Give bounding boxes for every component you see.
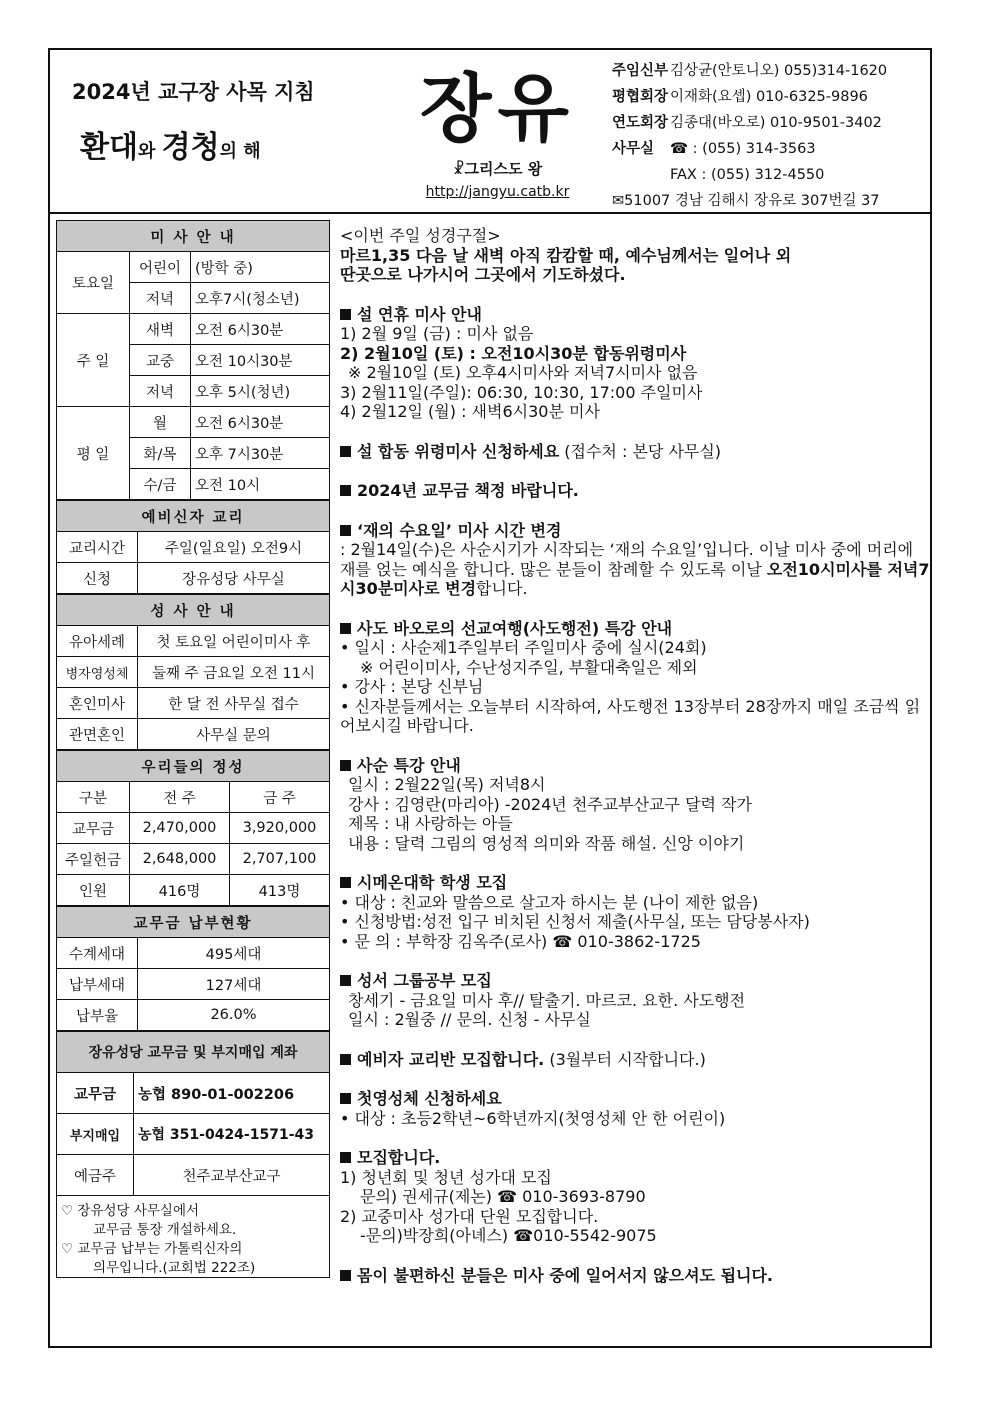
section-title: ‘재의 수요일’ 미사 시간 변경 xyxy=(340,521,930,541)
verse-title: <이번 주일 성경구절> xyxy=(340,226,501,245)
section-text: : 2월14일(수)은 사순시기가 시작되는 ‘재의 수요일’입니다. 이날 미사 중에 머리에 재를 얹는 예식을 합니다. 많은 분들이 참례할 수 있도록 이날 오전10시미사를 저녁7시30분미사로 변경합니다. xyxy=(340,540,930,598)
bulletin-page xyxy=(48,48,932,1348)
section-title: 모집합니다. xyxy=(340,1148,930,1168)
section-title: 몸이 불편하신 분들은 미사 중에 일어서지 않으셔도 됩니다. xyxy=(340,1266,930,1286)
verse-line: 마르1,35 다음 날 새벽 아직 캄캄할 때, 예수님께서는 일어나 외 xyxy=(340,245,792,265)
motto-year: 의 해 xyxy=(219,141,261,162)
year-guideline: 2024년 교구장 사목 지침 xyxy=(72,80,315,104)
square-bullet-icon xyxy=(340,877,351,888)
mass-heading: 미 사 안 내 xyxy=(57,221,330,252)
diocese-motto-box xyxy=(50,50,380,212)
offering-table: 우리들의 정성 구분 전 주 금 주 교무금 2,470,000 3,920,000 주일헌금 2,648,000 2,707,100 인원 416명 413명 xyxy=(56,750,330,906)
square-bullet-icon xyxy=(340,1270,351,1281)
section-title: 시메온대학 학생 모집 xyxy=(340,873,930,893)
contact-row: 주임신부 김상균(안토니오) 055)314-1620 xyxy=(612,63,888,79)
mass-schedule-table: 미 사 안 내 토요일 어린이 (방학 중) 저녁 오후7시(청소년) 주 일 새벽 오전 6시30분 교중 오전 10시30분 저녁 오후 5시(청년) 평 일 월 오전 6시30분 화/목 오후 7시30분 수/금 오전 10시 xyxy=(56,220,330,500)
square-bullet-icon xyxy=(340,446,351,457)
sacrament-table: 성 사 안 내 유아세례 첫 토요일 어린이미사 후 병자영성체 둘째 주 금요일 오전 11시 혼인미사 한 달 전 사무실 접수 관면혼인 사무실 문의 xyxy=(56,594,330,750)
verse-line: 딴곳으로 나가시어 그곳에서 기도하셨다. xyxy=(340,265,626,284)
bulletin-header xyxy=(50,50,930,214)
parish-title: 장유 xyxy=(420,66,575,152)
square-bullet-icon xyxy=(340,1054,351,1065)
section-title: 첫영성체 신청하세요 xyxy=(340,1089,930,1109)
account-note: ♡ 장유성당 사무실에서 교무금 통장 개설하세요. ♡ 교무금 납부는 가톨릭신자의 의무입니다.(교회법 222조) xyxy=(56,1196,330,1278)
section-title: 사순 특강 안내 xyxy=(340,756,930,776)
parish-url-link[interactable]: http://jangyu.catb.kr xyxy=(425,184,570,200)
contact-row: FAX : (055) 312-4550 xyxy=(670,167,825,183)
announcements: <이번 주일 성경구절> 마르1,35 다음 날 새벽 아직 캄캄할 때, 예수님께서는 일어나 외 딴곳으로 나가시어 그곳에서 기도하셨다. 설 연휴 미사 안내 1) 2월 9일 (금) : 미사 없음 2) 2월10일 (토) : 오전10시30분 합동위령미사 ※ 2월10일 (토) 오후4시미사와 저녁7시미사 없음 3) 2월11일(주일): 06:30, 10:30, 17:00 주일미사 4) 2월12일 (월) : 새벽6시30분 미사 설 합동 위령미사 신청하세요 (접수처 : 본당 사무실) 2024년 교무금 책정 바랍니다. ‘재의 수요일’ 미사 시간 변경 : 2월14일(수)은 사순시기가 시작되는 ‘재의 수요일’입니다. 이날 미사 중에 머리에 재를 얹는 예식을 합니다. 많은 분들이 참례할 수 있도록 이날 오전10시미사를 저녁7시30분미사로 변경합니다. 사도 바오로의 선교여행(사도행전) 특강 안내 • 일시 : 사순제1주일부터 주일미사 중에 실시(24회) ※ 어린이미사, 수난성지주일, 부활대축일은 제외 • 강사 : 본당 신부님 • 신자분들께서는 오늘부터 시작하여, 사도행전 13장부터 28장까지 매일 조금씩 읽어보시길 바랍니다. 사순 특강 안내 일시 : 2월22일(목) 저녁8시 강사 : 김영란(마리아) -2024년 천주교부산교구 달력 작가 제목 : 내 사랑하는 아들 내용 : 달력 그림의 영성적 의미와 작품 해설. 신앙 이야기 시메온대학 학생 모집 • 대상 : 친교와 말씀으로 살고자 하시는 분 (나이 제한 없음) • 신청방법:성전 입구 비치된 신청서 제출(사무실, 또는 담당봉사자) • 문 의 : 부학장 김옥주(로사) ☎ 010-3862-1725 성서 그룹공부 모집 창세기 - 금요일 미사 후// 탈출기. 마르코. 요한. 사도행전 일시 : 2월중 // 문의. 신청 - 사무실 예비자 교리반 모집합니다. (3월부터 시작합니다.) 첫영성체 신청하세요 • 대상 : 초등2학년~6학년까지(첫영성체 안 한 어린이) 모집합니다. 1) 청년회 및 청년 성가대 모집 문의) 권세규(제논) ☎ 010-3693-8790 2) 교중미사 성가대 단원 모집합니다. -문의)박장희(아녜스) ☎010-5542-9075 몸이 불편하신 분들은 미사 중에 일어서지 않으셔도 됩니다. xyxy=(340,226,930,1285)
section-title: 성서 그룹공부 모집 xyxy=(340,971,930,991)
contact-list xyxy=(612,58,930,214)
section-title: 설 연휴 미사 안내 xyxy=(340,305,930,325)
square-bullet-icon xyxy=(340,309,351,320)
catechumen-table: 예비신자 교리 교리시간 주일(일요일) 오전9시 신청 장유성당 사무실 xyxy=(56,500,330,594)
account-table: 장유성당 교무금 및 부지매입 계좌 교무금 농협 890-01-002206 부지매입 농협 351-0424-1571-43 예금주 천주교부산교구 xyxy=(56,1031,330,1196)
contact-row: ✉51007 경남 김해시 장유로 307번길 37 xyxy=(612,193,880,209)
square-bullet-icon xyxy=(340,1152,351,1163)
motto-listening: 경청 xyxy=(161,130,220,165)
square-bullet-icon xyxy=(340,1093,351,1104)
sidebar xyxy=(56,220,330,1278)
motto-and: 와 xyxy=(137,141,162,162)
section-title: 예비자 교리반 모집합니다. (3월부터 시작합니다.) xyxy=(340,1050,930,1070)
motto-hospitality: 환대 xyxy=(80,130,138,165)
parish-title-box xyxy=(380,50,615,212)
section-title: 사도 바오로의 선교여행(사도행전) 특강 안내 xyxy=(340,619,930,639)
section-title: 설 합동 위령미사 신청하세요 (접수처 : 본당 사무실) xyxy=(340,442,930,462)
square-bullet-icon xyxy=(340,525,351,536)
square-bullet-icon xyxy=(340,485,351,496)
contact-row: 평협회장 이재화(요셉) 010-6325-9896 xyxy=(612,89,868,105)
contact-row: 사무실 ☎ : (055) 314-3563 xyxy=(612,141,816,157)
square-bullet-icon xyxy=(340,623,351,634)
dues-table: 교무금 납부현황 수계세대 495세대 납부세대 127세대 납부율 26.0% xyxy=(56,906,330,1031)
parish-subtitle: ☧그리스도 왕 xyxy=(452,160,543,178)
square-bullet-icon xyxy=(340,760,351,771)
motto xyxy=(80,122,261,166)
contact-row: 연도회장 김종대(바오로) 010-9501-3402 xyxy=(612,115,882,131)
square-bullet-icon xyxy=(340,975,351,986)
section-title: 2024년 교무금 책정 바랍니다. xyxy=(340,481,930,501)
